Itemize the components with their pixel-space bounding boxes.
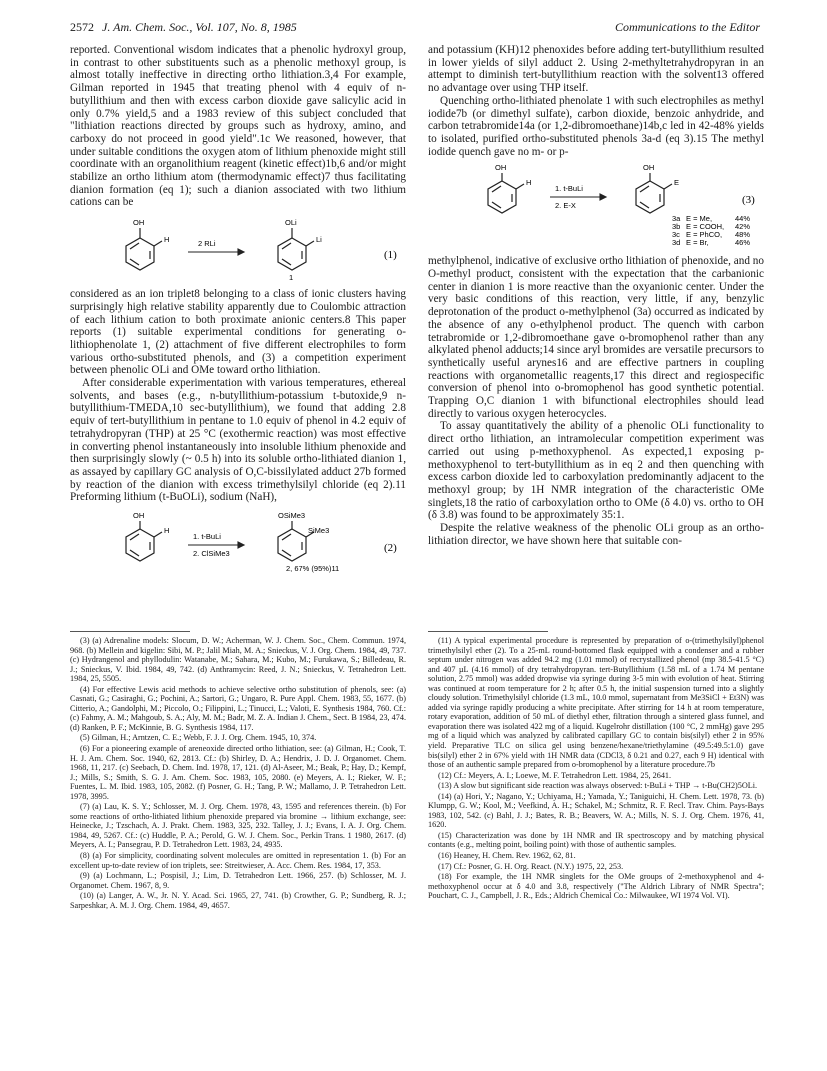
footnotes-right xyxy=(428,636,764,902)
running-header xyxy=(70,20,760,38)
eq1-product-sub: Li xyxy=(316,235,322,245)
product-yield: 42% xyxy=(735,222,751,232)
paragraph: Quenching ortho-lithiated phenolate 1 with such electrophiles as methyl iodide7b (or dimethyl sulfate), carbon dioxide, benzoic anhydride, and carbon tetrabromide14a (or 1,2-dibromoethane)14b,c led in 42-48% yields to isolated, purified ortho-substituted phenols 3a-d (eq 3).15 The methyl iodide quench gave no m- or p- xyxy=(428,94,764,158)
eq3-reagent-1: 1. t-BuLi xyxy=(555,184,583,194)
paragraph: considered as an ion triplet8 belonging to a class of ionic clusters having surprisingly high relative stability apparently due to Coulombic attraction of each lithium cation to both proximate anionic centers.8 This paper reports (1) suitable experimental conditions for generating o-lithiophenolate 1, (2) attachment of five different electrophiles to form various ortho-substituted phenols, and (3) a competition experiment between phenolic OLi and OMe toward ortho lithiation. xyxy=(70,288,406,377)
reaction-arrow-icon xyxy=(188,249,244,255)
product-label: 3c xyxy=(672,230,680,240)
reaction-arrow-icon xyxy=(188,542,244,548)
footnote: (5) Gilman, H.; Arntzen, C. E.; Webb, F. J. J. Org. Chem. 1945, 10, 374. xyxy=(80,733,317,743)
eq3-start-group: OH xyxy=(495,163,507,173)
footnote: (13) A slow but significant side reaction was always observed: t-BuLi + THP → t-Bu(CH2)5OLi. xyxy=(438,781,758,791)
header-left xyxy=(70,20,297,35)
equation-1 xyxy=(70,214,406,282)
eq2-yield: 2, 67% (95%)11 xyxy=(286,564,340,574)
equation-2 xyxy=(70,509,406,575)
footnote: (14) (a) Hori, Y.; Nagano, Y.; Uchiyama, H.; Yamada, Y.; Taniguichi, H. Chem. Lett. 1978, 73. (b) Klumpp, G. W.; Kool, M.; Veefkind, A. H.; Schakel, M.; Schmitz, R. F. Recl. Trav. Chim. Pays-Bays 1983, 102, 542. (c) Bahl, J. J.; Bates, R. B.; Beavers, W. A.; Mills, N. S. J. Org. Chem. 1976, 41, 1620. xyxy=(428,791,764,830)
product-yield: 48% xyxy=(735,230,751,240)
footnote: (6) For a pioneering example of areneoxide directed ortho lithiation, see: (a) Gilman, H.; Cook, T. H. J. Am. Chem. Soc. 1940, 62, 2813. Cf.: (b) Shirley, D. A.; Hendrix, J. D. J. Organomet. Chem. 1968, 11, 217. (c) Seebach, D. Chem. Ind. 1978, 17, 121. (d) Al-Aseer, M.; Beak, P.; Hay, D.; Kempf, J.; Mills, S.; Smith, S. G. J. Am. Chem. Soc. 1983, 105, 2080. (e) Meyers, A. I.; Rieker, W. F.; Fuentes, L. M. Ibid. 1983, 105, 2082. (f) Posner, G. H.; Tang, P. W.; Mallamo, J. P. Tetrahedron Lett. 1978, 3995. xyxy=(70,744,406,801)
benzene-ring-icon xyxy=(636,173,672,213)
footnote: (4) For effective Lewis acid methods to achieve selective ortho substitution of phenols, see: (a) Casnati, G.; Casiraghi, G.; Pochini, A.; Sartori, G.; Ungaro, R. Pure Appl. Chem. 1983, 55, 1677. (b) Citterio, A.; Gandolphi, M.; Piccolo, O.; Filippini, L.; Tinucci, L.; Valoti, E. Synthesis 1984, 760. Cf.: (c) Fahmy, A. M.; Mahgoub, S. A.; Aly, M. M.; Badr, M. Z. A. Indian J. Chem., Sect. B 1984, 23, 474. (d) Ranken, P. F.; McKinnie, B. G. Synthesis 1984, 117. xyxy=(70,684,406,732)
eq3-product-group: OH xyxy=(643,163,655,173)
paragraph: and potassium (KH)12 phenoxides before adding tert-butyllithium resulted in lower yields of silyl adduct 2. Using 2-methyltetrahydropyran in an attempt to diminish tert-butyllithium reaction with the solvent13 offered no advantage over using THP itself. xyxy=(428,44,764,95)
product-substituent: E = Br, xyxy=(686,238,709,248)
product-substituent: E = COOH, xyxy=(686,222,725,232)
product-label: 3a xyxy=(672,214,681,224)
footnote: (15) Characterization was done by 1H NMR and IR spectroscopy and by matching physical contants (e.g., melting point, boiling point) with those of authentic samples. xyxy=(428,830,764,850)
eq1-start-group: OH xyxy=(133,218,145,228)
eq2-reagent-2: 2. ClSiMe3 xyxy=(193,549,230,559)
paragraph: reported. Conventional wisdom indicates that a phenolic hydroxyl group, in contrast to other substituents such as a phenolic methoxyl group, is almost totally ineffective in directing ortho lithiation.3,4 For example, Gilman reported in 1945 that treating phenol with 4 equiv of n-butyllithium and then with excess carbon dioxide gave salicylic acid in only 0.7% yield,5 and a 1983 review of this subject concluded that "lithiation reactions directed by groups such as hydroxy, amino, and carboxy do not proceed in good yield".1c We reasoned, however, that under suitable conditions the oxygen atom of lithium phenoxide might still coordinate with an organolithium reagent (kinetic effect)1b,6 and/or might stabilize an ortho lithium atom (thermodynamic effect)7 thus facilitating dianion formation (eq 1); such a dianion associated with two lithium cations can be xyxy=(70,44,406,209)
product-yield: 44% xyxy=(735,214,751,224)
eq3-reagent-2: 2. E-X xyxy=(555,201,576,211)
equation-number: (3) xyxy=(742,194,755,207)
benzene-ring-icon xyxy=(126,521,162,561)
section-title: Communications to the Editor xyxy=(615,20,760,34)
benzene-ring-icon xyxy=(126,228,162,270)
eq2-product-sub: SiMe3 xyxy=(308,526,330,536)
paragraph: To assay quantitatively the ability of a phenolic OLi functionality to direct ortho lithiation, an intramolecular competition experiment was carried out using p-methoxyphenol. As expected,1 exposing p-methoxyphenol to tert-butyllithium as in eq 2 and then quenching with excess carbon dioxide led to carboxylation predominantly adjacent to the methoxyl group; by 1H NMR integration of the characteristic OMe singlets,18 the ratio of carboxylation ortho to OMe (δ 4.0) vs. ortho to OH (δ 3.8) was found to be approximately 35:1. xyxy=(428,420,764,522)
footnote: (9) (a) Lochmann, L.; Pospisil, J.; Lim, D. Tetrahedron Lett. 1966, 257. (b) Schlosser, M. J. Organomet. Chem. 1967, 8, 9. xyxy=(70,871,406,890)
eq3-product-sub: E xyxy=(674,178,680,188)
reaction-arrow-icon xyxy=(550,194,606,200)
eq1-start-h: H xyxy=(164,235,170,245)
eq2-start-group: OH xyxy=(133,511,145,521)
equation-3 xyxy=(428,163,764,249)
right-column xyxy=(428,44,764,548)
footnote: (16) Heaney, H. Chem. Rev. 1962, 62, 81. xyxy=(438,851,576,861)
product-substituent: E = Me, xyxy=(686,214,713,224)
paragraph: After considerable experimentation with various temperatures, ethereal solvents, and bases (e.g., n-butyllithium-potassium t-butoxide,9 n-butyllithium-TMEDA,10 sec-butyllithium), we found that adding 2.8 equiv of tert-butyllithium in pentane to 1.0 equiv of phenol in 4.2 equiv of tetrahydropyran (THP) at 25 °C (exothermic reaction) was most effective in converting phenol instantaneously into insoluble lithium phenoxide and then surprisingly slowly (~ 0.5 h) into its soluble ortho-lithiated dianion 1, as assayed by capillary GC analysis of O,C-bissilylated adduct 27b formed by reaction of the dianion with excess trimethylsilyl chloride (eq 2).11 Preforming lithium (t-BuOLi), sodium (NaH), xyxy=(70,377,406,504)
journal-citation: J. Am. Chem. Soc., Vol. 107, No. 8, 1985 xyxy=(102,20,297,34)
footnote: (18) For example, the 1H NMR singlets for the OMe groups of 2-methoxyphenol and 4-methoxyphenol occur at δ 4.0 and 3.8, respectively ("The Aldrich Library of NMR Spectra"; Pouchart, C. J., Campbell, J. R., Eds.; Aldrich Chemical Co.: Milwaukee, WI 1974 Vol. VI). xyxy=(428,872,764,901)
footnote: (3) (a) Adrenaline models: Slocum, D. W.; Acherman, W. J. Chem. Soc., Chem. Commun. 1974, 968. (b) Mellein and kigelin: Sibi, M. P.; Jalil Miah, M. A.; Snieckus, V. J. Org. Chem. 1984, 49, 737. (c) Hydrangenol and phyllodulin: Watanabe, M.; Sahara, M.; Kubo, M.; Furukawa, S.; Billedeau, R. J.; Snieckus, V. Ibid. 1984, 49, 742. (d) Anthramycin: Reed, J. N.; Snieckus, V. Tetrahedron Lett. 1984, 25, 5505. xyxy=(70,636,406,684)
paragraph: methylphenol, indicative of exclusive ortho lithiation of phenoxide, and no O-methyl product, consistent with the expectation that the carbanionic center in dianion 1 is more reactive than the oxyanionic center. Under the very basic conditions of this reaction, very little, if any, benzylic deprotonation of the product o-methylphenol (3a) occurred as indicated by the absence of any o-ethylphenol product. The quench with carbon tetrabromide or 1,2-dibromoethane gave o-bromophenol rather than any alkylated phenol adducts;14 since aryl bromides are versatile precursors to synthetically useful arynes16 and are effective partners in coupling reactions with organometallic reagents,17 this direct and regiospecific conversion of phenol into o-bromophenol has good synthetic potential. Trapping O,C dianion 1 with bifunctional electrophiles should lead directly to various oxygen heterocycles. xyxy=(428,255,764,420)
eq3-start-h: H xyxy=(526,178,532,188)
equation-number: (2) xyxy=(384,542,397,555)
footnote: (10) (a) Langer, A. W., Jr. N. Y. Acad. Sci. 1965, 27, 741. (b) Crowther, G. P.; Sundberg, R. J.; Sarpeshkar, A. M. J. Org. Chem. 1984, 49, 4657. xyxy=(70,891,406,910)
paragraph: Despite the relative weakness of the phenolic OLi group as an ortho-lithiation director, we have shown here that suitable con- xyxy=(428,522,764,547)
footnote: (11) A typical experimental procedure is represented by preparation of o-(trimethylsilyl)phenol trimethylsilyl ether (2). To a 25-mL round-bottomed flask equipped with a condenser and a rubber septum under nitrogen was added 94.2 mg (1.01 mmol) of recrystallized phenol (mp 38.5-41.5 °C) and 407 µL (4.16 mmol) of dry tetrahydropyran. tert-Butyllithium (1.58 mL of a 1.74 M pentane solution, 2.75 mmol) was added dropwise via syringe during 3-5 min with evolution of heat. Stirring was continued at room temperature for 2 h; after 0.5 h, the initial suspension turned into a slightly cloudy solution. Trimethylsilyl chloride (1.3 mL, 10.0 mmol, supernatant from Me3SiCl + Et3N) was added via syringe rapidly producing a white precipitate. After stirring for 14 h at room temperature, rotary evaporation, addition of 50 mL of diethyl ether, filtration through a sintered glass funnel, and evaporation there was isolated 422 mg of a liquid. Kugelrohr distillation (100 °C, 2 mmHg) gave 295 mg of a liquid which was analyzed by calibrated capillary GC to contain bis(silyl) ether 2 in 95% yield. Preparative TLC on silica gel using benzene/hexane/triethylamine (49.5:49.5:1.0) gave bis(silyl) ether 2 in 67% yield with 1H NMR data (CDCl3, δ 0.21 and 0.27, each 9 H) identical with those of an authentic sample prepared from o-bromophenol by a literature procedure.7b xyxy=(428,636,764,770)
eq1-reagent: 2 RLi xyxy=(198,239,216,249)
equation-number: (1) xyxy=(384,249,397,262)
benzene-ring-icon xyxy=(488,173,524,213)
product-label: 3d xyxy=(672,238,681,248)
product-label: 3b xyxy=(672,222,681,232)
product-yield: 46% xyxy=(735,238,751,248)
eq2-product-group: OSiMe3 xyxy=(278,511,306,521)
eq2-reagent-1: 1. t-BuLi xyxy=(193,532,221,542)
page-number: 2572 xyxy=(70,20,94,34)
footnote: (12) Cf.: Meyers, A. I.; Loewe, M. F. Tetrahedron Lett. 1984, 25, 2641. xyxy=(438,770,672,780)
footnote: (17) Cf.: Posner, G. H. Org. React. (N.Y.) 1975, 22, 253. xyxy=(438,861,624,871)
eq1-product-group: OLi xyxy=(285,218,297,228)
footnotes-left xyxy=(70,636,406,911)
footnote: (8) (a) For simplicity, coordinating solvent molecules are omitted in representation 1. (b) For an excellent up-to-date review of ion triplets, see: Streitwieser, A. Acc. Chem. Res. 1984, 17, 353. xyxy=(70,851,406,870)
eq2-start-h: H xyxy=(164,526,170,536)
left-column xyxy=(70,44,406,581)
footnote-divider xyxy=(70,631,190,632)
footnote-divider xyxy=(428,631,548,632)
product-substituent: E = PhCO, xyxy=(686,230,723,240)
footnote: (7) (a) Lau, K. S. Y.; Schlosser, M. J. Org. Chem. 1978, 43, 1595 and references therein. (b) For some reactions of ortho-lithiated lithium phenoxide prepared via bromine → lithium exchange, see: Heinecke, J.; Tzschach, A. J. Prakt. Chem. 1983, 325, 232. Talley, J. J.; Evans, I. A. J. Org. Chem. 1984, 49, 5267. Cf.: (c) Huddle, P. A.; Perold, G. W. J. Chem. Soc., Perkin Trans. 1 1980, 2617. (d) Meyers, A. I.; Pansegrau, P. D. Tetrahedron Lett. 1983, 24, 4935. xyxy=(70,802,406,850)
compound-label: 1 xyxy=(289,273,294,283)
benzene-ring-icon xyxy=(278,228,314,270)
